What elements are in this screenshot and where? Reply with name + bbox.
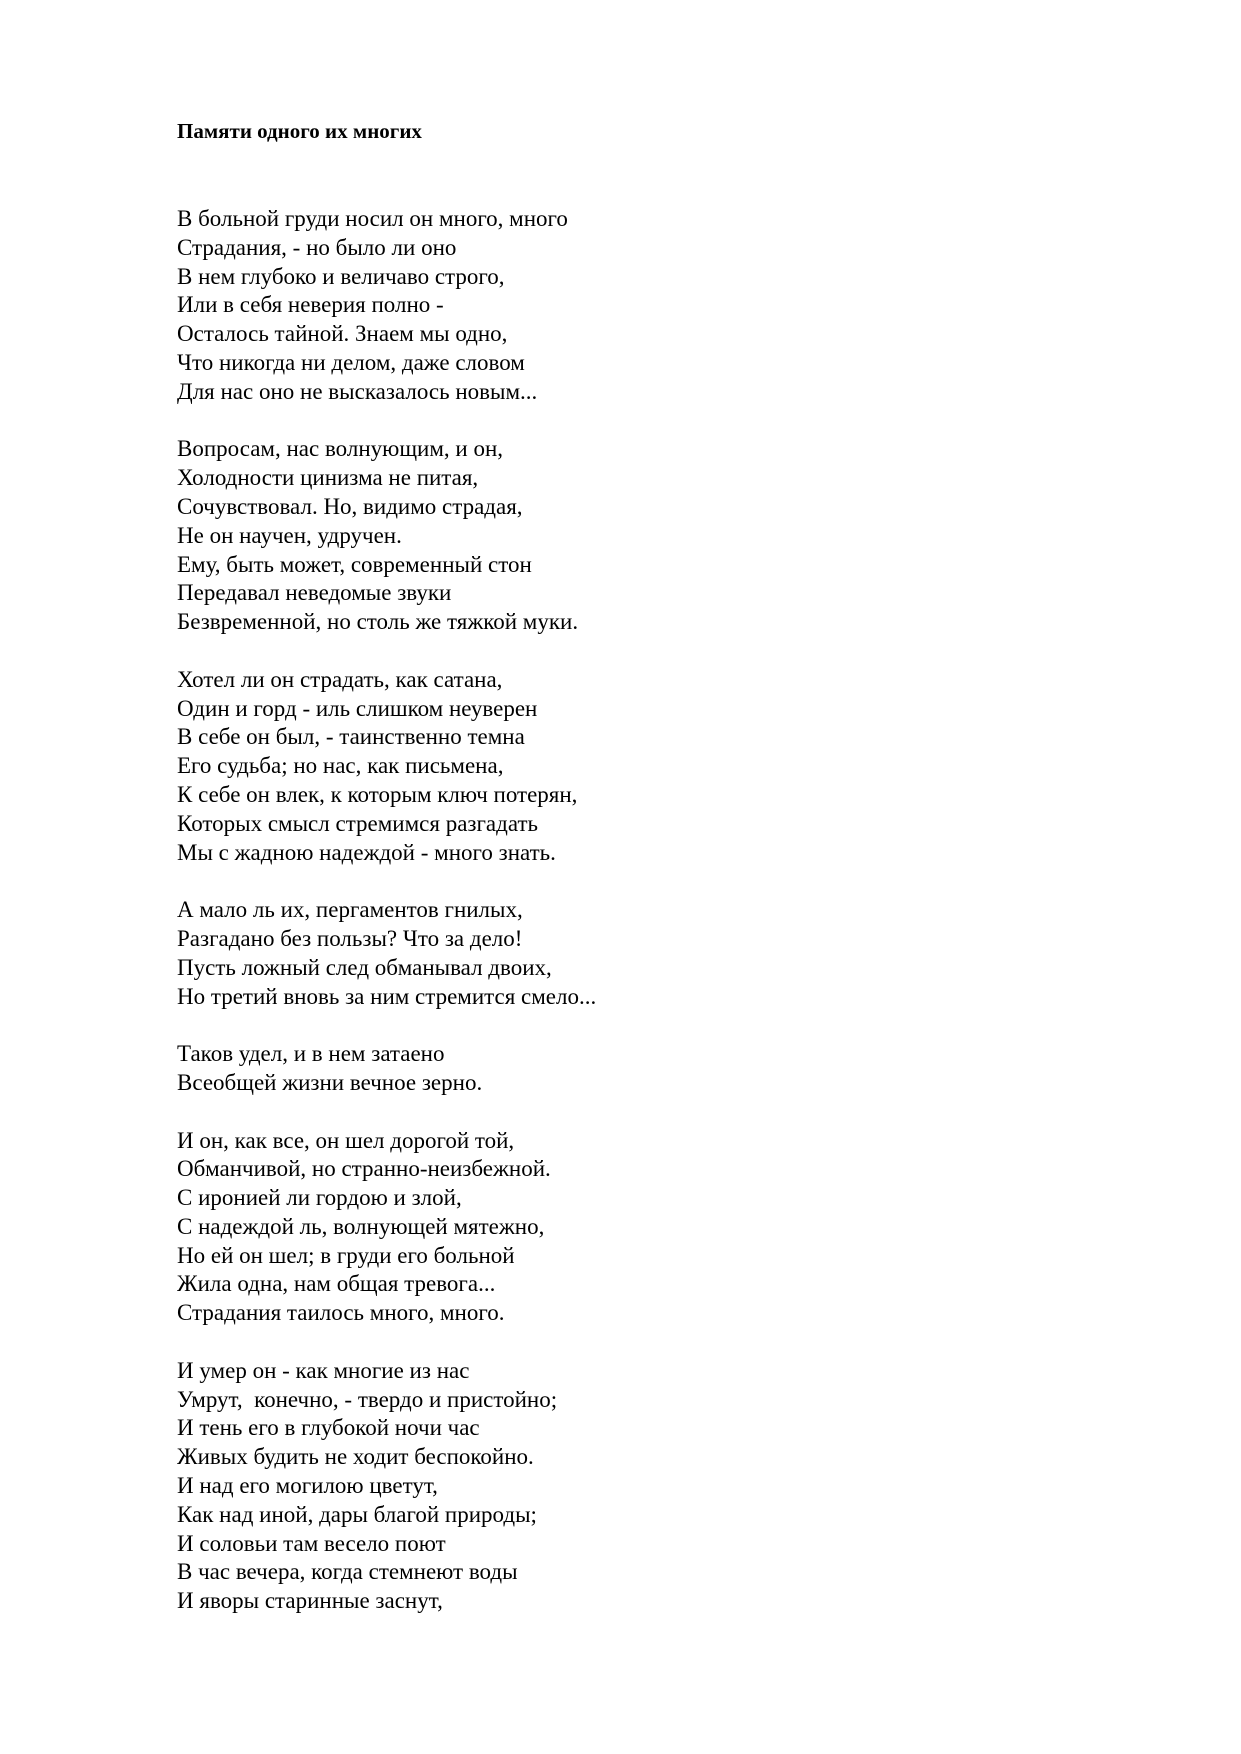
poem-line: Жила одна, нам общая тревога... <box>177 1271 496 1297</box>
poem-line: Таков удел, и в нем затаено <box>177 1041 445 1067</box>
poem-line: Живых будить не ходит беспокойно. <box>177 1444 534 1470</box>
poem-line: К себе он влек, к которым ключ потерян, <box>177 781 578 807</box>
poem-line: Которых смысл стремимся разгадать <box>177 810 538 836</box>
poem-line: Ему, быть может, современный стон <box>177 551 532 577</box>
stanza <box>177 896 1077 1011</box>
stanza <box>177 205 1077 407</box>
poem-line: Страдания таилось много, много. <box>177 1300 505 1326</box>
stanza <box>177 1127 1077 1329</box>
poem-line: В нем глубоко и величаво строго, <box>177 263 505 289</box>
poem-line: И яворы старинные заснут, <box>177 1588 443 1614</box>
poem-line: Разгадано без пользы? Что за дело! <box>177 925 523 951</box>
poem-line: Хотел ли он страдать, как сатана, <box>177 666 503 692</box>
poem-line: Страдания, - но было ли оно <box>177 234 457 260</box>
poem-line: Не он научен, удручен. <box>177 522 402 548</box>
poem-body <box>177 205 1077 1645</box>
poem-line: Мы с жадною надеждой - много знать. <box>177 839 556 865</box>
poem-line: А мало ль их, пергаментов гнилых, <box>177 897 523 923</box>
poem-line: Или в себя неверия полно - <box>177 292 444 318</box>
poem-line: Но ей он шел; в груди его больной <box>177 1242 515 1268</box>
poem-line: Безвременной, но столь же тяжкой муки. <box>177 609 579 635</box>
poem-line: Что никогда ни делом, даже словом <box>177 349 525 375</box>
poem-line: Его судьба; но нас, как письмена, <box>177 753 504 779</box>
poem-title: Памяти одного их многих <box>177 119 422 143</box>
poem-line: Умрут, конечно, - твердо и пристойно; <box>177 1386 558 1412</box>
poem-line: В больной груди носил он много, много <box>177 206 568 231</box>
poem-line: Для нас оно не высказалось новым... <box>177 378 538 404</box>
stanza <box>177 1357 1077 1616</box>
poem-line: Холодности цинизма не питая, <box>177 465 479 491</box>
poem-line: В себе он был, - таинственно темна <box>177 724 525 750</box>
poem-line: И тень его в глубокой ночи час <box>177 1415 480 1441</box>
poem-line: Как над иной, дары благой природы; <box>177 1501 537 1527</box>
poem-line: Сочувствовал. Но, видимо страдая, <box>177 493 523 519</box>
stanza <box>177 1040 1077 1098</box>
poem-line: Осталось тайной. Знаем мы одно, <box>177 321 508 347</box>
poem-line: И он, как все, он шел дорогой той, <box>177 1127 515 1153</box>
poem-line: Но третий вновь за ним стремится смело... <box>177 983 597 1009</box>
poem-line: И соловьи там весело поют <box>177 1530 446 1556</box>
poem-line: С надеждой ль, волнующей мятежно, <box>177 1213 545 1239</box>
stanza <box>177 435 1077 637</box>
stanza <box>177 666 1077 868</box>
poem-line: Пусть ложный след обманывал двоих, <box>177 954 552 980</box>
poem-line: И над его могилою цветут, <box>177 1473 438 1499</box>
poem-line: В час вечера, когда стемнеют воды <box>177 1559 518 1585</box>
poem-line: С иронией ли гордою и злой, <box>177 1185 462 1211</box>
poem-line: Один и горд - иль слишком неуверен <box>177 695 538 721</box>
poem-line: И умер он - как многие из нас <box>177 1357 470 1383</box>
poem-line: Всеобщей жизни вечное зерно. <box>177 1069 483 1095</box>
poem-line: Передавал неведомые звуки <box>177 580 452 606</box>
poem-line: Обманчивой, но странно-неизбежной. <box>177 1156 551 1182</box>
poem-line: Вопросам, нас волнующим, и он, <box>177 436 504 462</box>
